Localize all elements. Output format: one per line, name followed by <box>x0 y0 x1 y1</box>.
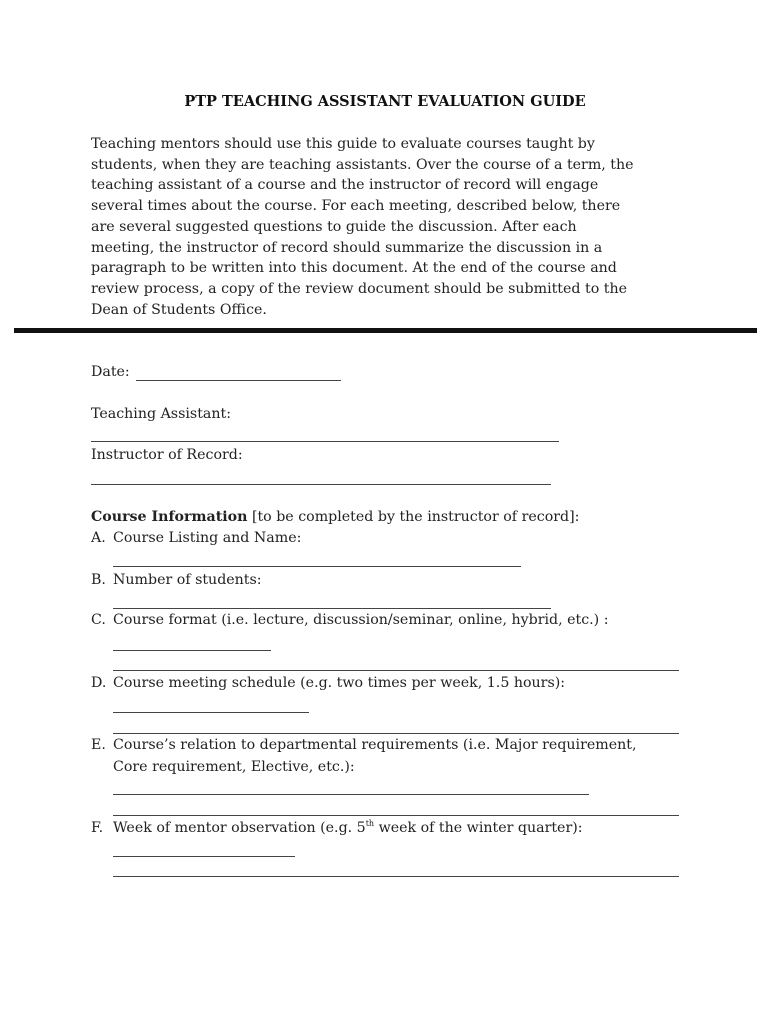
ordinal-suffix: th <box>365 819 375 828</box>
course-item-a <box>91 529 301 547</box>
item-text: Course Listing and Name: <box>113 530 302 546</box>
date-label: Date: <box>91 364 130 380</box>
course-item-e <box>91 736 636 754</box>
item-letter: F. <box>91 820 104 836</box>
intro-paragraph <box>91 134 691 320</box>
instructor-label: Instructor of Record: <box>91 447 243 463</box>
item-text: Course’s relation to departmental requirements (i.e. Major requirement, <box>113 737 637 753</box>
item-text: Number of students: <box>113 572 262 588</box>
item-letter: A. <box>91 530 106 546</box>
course-listing-field[interactable] <box>113 566 521 567</box>
course-info-title: Course Information <box>91 509 248 525</box>
intro-line: teaching assistant of a course and the instructor of record will engage <box>91 177 599 194</box>
mentor-observation-week-field[interactable] <box>113 856 295 857</box>
intro-line: are several suggested questions to guide the discussion. After each <box>91 218 577 235</box>
intro-line: Dean of Students Office. <box>91 301 267 318</box>
intro-line: Teaching mentors should use this guide to evaluate courses taught by <box>91 136 595 152</box>
item-letter: C. <box>91 612 106 628</box>
course-format-field-2[interactable] <box>113 670 679 671</box>
intro-line: review process, a copy of the review document should be submitted to the <box>91 280 627 297</box>
item-text: Week of mentor observation (e.g. 5 <box>113 820 366 836</box>
item-letter: E. <box>91 737 106 753</box>
intro-line: paragraph to be written into this document. At the end of the course and <box>91 260 617 277</box>
course-item-e-continued: Core requirement, Elective, etc.): <box>113 759 355 775</box>
course-info-heading <box>91 508 579 526</box>
document-title: PTP TEACHING ASSISTANT EVALUATION GUIDE <box>184 93 586 110</box>
intro-line: students, when they are teaching assistants. Over the course of a term, the <box>91 156 634 173</box>
course-format-field[interactable] <box>113 650 271 651</box>
item-text: Course format (i.e. lecture, discussion/seminar, online, hybrid, etc.) : <box>113 612 609 628</box>
meeting-schedule-field-2[interactable] <box>113 733 679 734</box>
date-field[interactable] <box>136 380 341 381</box>
departmental-requirements-field[interactable] <box>113 794 589 795</box>
intro-line: several times about the course. For each meeting, described below, there <box>91 198 621 215</box>
course-item-b <box>91 571 262 589</box>
departmental-requirements-field-2[interactable] <box>113 815 679 816</box>
intro-line: meeting, the instructor of record should summarize the discussion in a <box>91 239 603 256</box>
course-item-d <box>91 674 565 692</box>
item-letter: D. <box>91 675 107 691</box>
instructor-field[interactable] <box>91 484 551 485</box>
section-divider <box>14 328 757 333</box>
item-text-continued: week of the winter quarter): <box>374 820 583 836</box>
item-letter: B. <box>91 572 106 588</box>
meeting-schedule-field[interactable] <box>113 712 309 713</box>
teaching-assistant-field[interactable] <box>91 441 559 442</box>
number-of-students-field[interactable] <box>113 608 551 609</box>
mentor-observation-week-field-2[interactable] <box>113 876 679 877</box>
course-item-c <box>91 611 609 629</box>
item-text: Course meeting schedule (e.g. two times per week, 1.5 hours): <box>113 675 566 691</box>
course-item-f <box>91 819 583 837</box>
course-info-note: [to be completed by the instructor of record]: <box>251 509 580 525</box>
teaching-assistant-label: Teaching Assistant: <box>91 406 231 422</box>
